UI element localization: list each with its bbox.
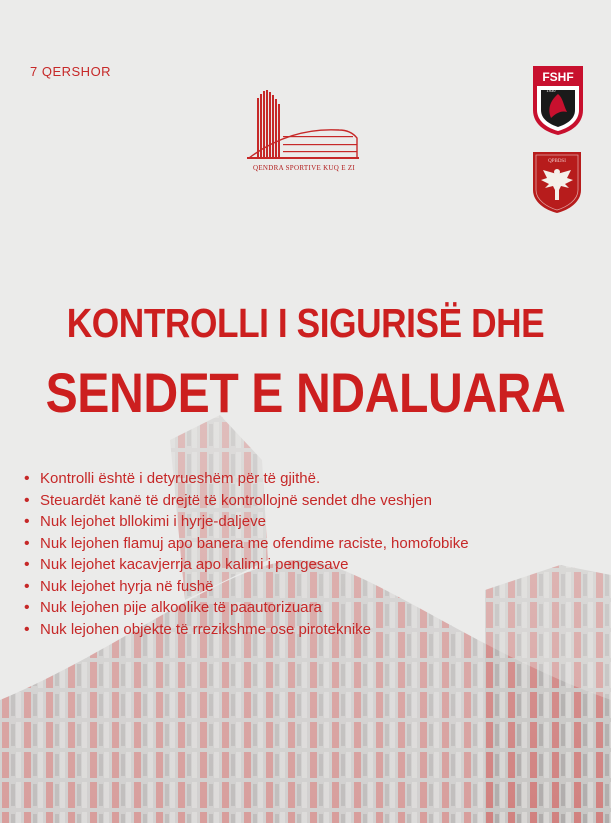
event-date: 7 QERSHOR — [30, 64, 112, 79]
fshf-text: FSHF — [542, 70, 574, 84]
rule-item: • Nuk lejohen flamuj apo banera me ofendime raciste, homofobike — [40, 533, 600, 555]
rule-item: • Nuk lejohet kacavjerrja apo kalimi i pengesave — [40, 554, 600, 576]
venue-logo — [243, 88, 365, 170]
rule-item: • Steuardët kanë të drejtë të kontrollojnë sendet dhe veshjen — [40, 490, 600, 512]
rule-item: • Nuk lejohet bllokimi i hyrje-daljeve — [40, 511, 600, 533]
rules-list — [20, 468, 600, 640]
rule-item: • Nuk lejohen pije alkoolike të paautorizuara — [40, 597, 600, 619]
fshf-year: 1930 — [546, 88, 556, 93]
title-line-1: KONTROLLI I SIGURISË DHE — [66, 300, 545, 346]
rule-item: • Nuk lejohen objekte të rrezikshme ose piroteknike — [40, 619, 600, 641]
title-line-2: SENDET E NDALUARA — [45, 361, 566, 424]
venue-name: QENDRA SPORTIVE KUQ E ZI — [252, 164, 356, 172]
fshf-logo-icon — [531, 64, 585, 136]
rule-item: • Nuk lejohet hyrja në fushë — [40, 576, 600, 598]
crest-text: QPBDSI — [548, 159, 566, 164]
rule-item: • Kontrolli është i detyrueshëm për të gjithë. — [40, 468, 600, 490]
supporters-crest-icon — [531, 150, 583, 214]
